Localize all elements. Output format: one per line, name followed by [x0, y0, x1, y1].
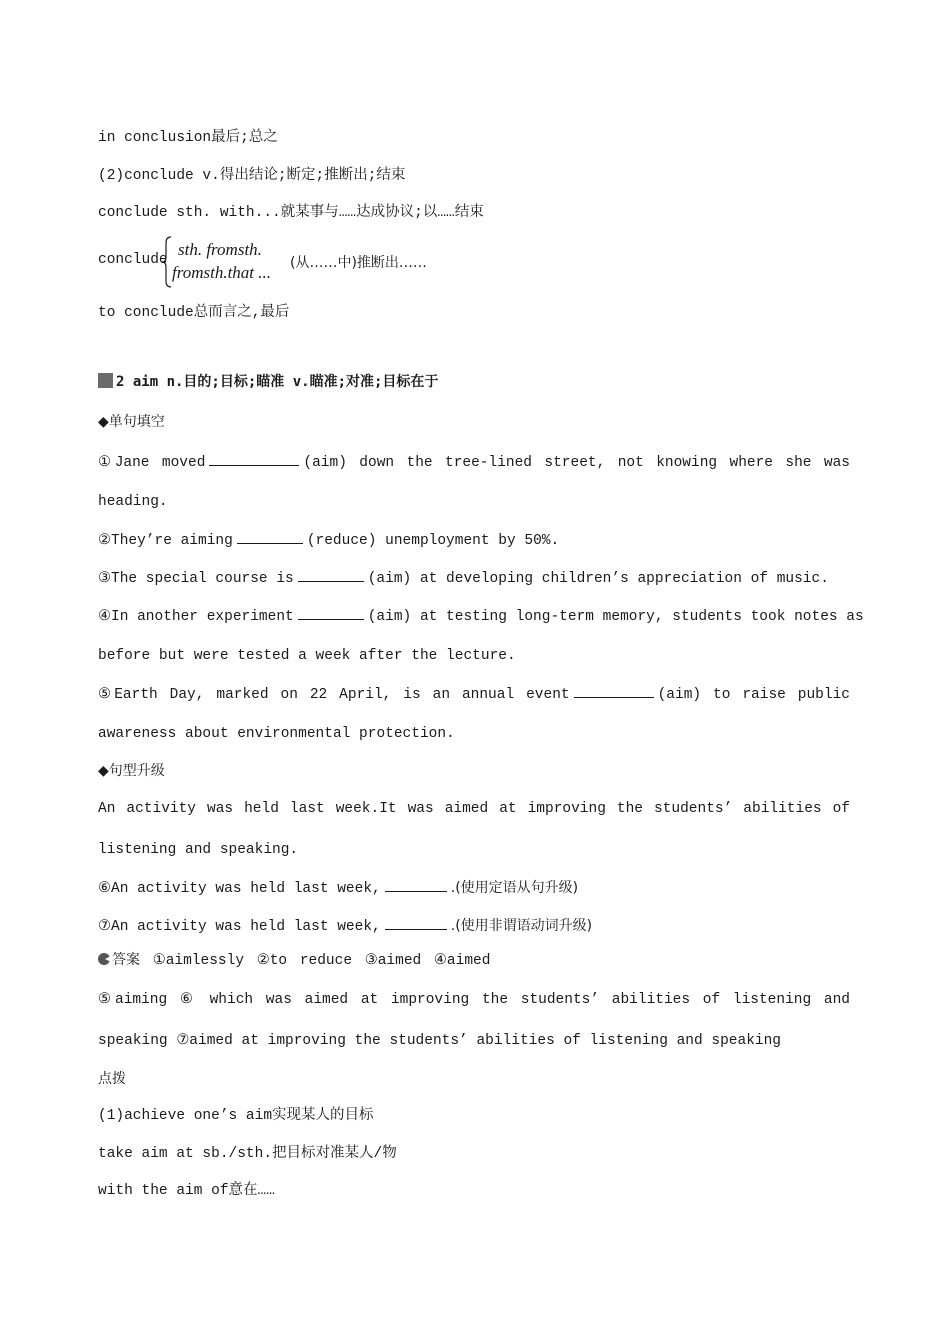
question-1-cont: heading.: [98, 494, 168, 510]
brace-icon: [162, 236, 172, 288]
brace-options: [172, 238, 271, 284]
question-4: ④In another experiment (aim) at testing long-term memory, students took notes as: [98, 605, 850, 627]
tips-title: 点拨: [98, 1071, 126, 1087]
brace-option-top: sth. fromsth.: [178, 240, 262, 259]
question-4-cont: before but were tested a week after the lecture.: [98, 648, 516, 664]
brace-meaning: (从……中)推断出……: [290, 255, 427, 271]
conclude-definition: (2)conclude v.得出结论;断定;推断出;结束: [98, 168, 406, 184]
answer-blank-2[interactable]: [237, 529, 303, 544]
conclude-with-phrase: conclude sth. with...就某事与……达成协议;以……结束: [98, 205, 484, 221]
answers-line-3: speaking ⑦aimed at improving the students’ abilities of listening and speaking: [98, 1033, 782, 1049]
upgrade-title: ◆句型升级: [98, 763, 165, 779]
question-1: ①Jane moved (aim) down the tree-lined street, not knowing where she was: [98, 451, 850, 473]
question-5: ⑤Earth Day, marked on 22 April, is an annual event (aim) to raise public: [98, 683, 850, 705]
fill-in-title: ◆单句填空: [98, 414, 165, 430]
answer-blank-1[interactable]: [209, 451, 299, 466]
phrase-in-conclusion: in conclusion最后;总之: [98, 130, 278, 146]
brace-option-bottom: fromsth.that ...: [172, 263, 272, 282]
tip-achieve-aim: (1)achieve one’s aim实现某人的目标: [98, 1108, 374, 1124]
tip-take-aim: take aim at sb./sth.把目标对准某人/物: [98, 1146, 397, 1162]
question-5-cont: awareness about environmental protection.: [98, 726, 455, 742]
answer-blank-7[interactable]: [385, 915, 447, 930]
answers-line-1: 答案 ①aimlessly ②to reduce ③aimed ④aimed: [98, 950, 850, 971]
answer-blank-5[interactable]: [574, 683, 654, 698]
question-2: ②They’re aiming (reduce) unemployment by 50%.: [98, 529, 850, 551]
answer-marker-icon: [98, 953, 110, 965]
question-3: ③The special course is (aim) at developing children’s appreciation of music.: [98, 567, 850, 589]
to-conclude-phrase: to conclude总而言之,最后: [98, 305, 290, 321]
answer-blank-6[interactable]: [385, 877, 447, 892]
square-bullet-icon: [98, 373, 113, 388]
question-6: ⑥An activity was held last week, .(使用定语从句升级): [98, 877, 850, 899]
upgrade-source-cont: listening and speaking.: [98, 842, 299, 858]
upgrade-source: An activity was held last week.It was aimed at improving the students’ abilities of: [98, 801, 850, 817]
tip-with-aim: with the aim of意在……: [98, 1183, 275, 1199]
section-heading: 2 aim n.目的;目标;瞄准 v.瞄准;对准;目标在于: [98, 372, 850, 392]
answer-blank-3[interactable]: [298, 567, 364, 582]
answer-label: 答案: [112, 952, 140, 968]
answers-line-2: ⑤aiming ⑥ which was aimed at improving the students’ abilities of listening and: [98, 992, 850, 1008]
conclude-word: conclude: [98, 252, 168, 268]
question-7: ⑦An activity was held last week, .(使用非谓语动词升级): [98, 915, 850, 937]
answer-blank-4[interactable]: [298, 605, 364, 620]
conclude-brace-block: [98, 236, 598, 288]
